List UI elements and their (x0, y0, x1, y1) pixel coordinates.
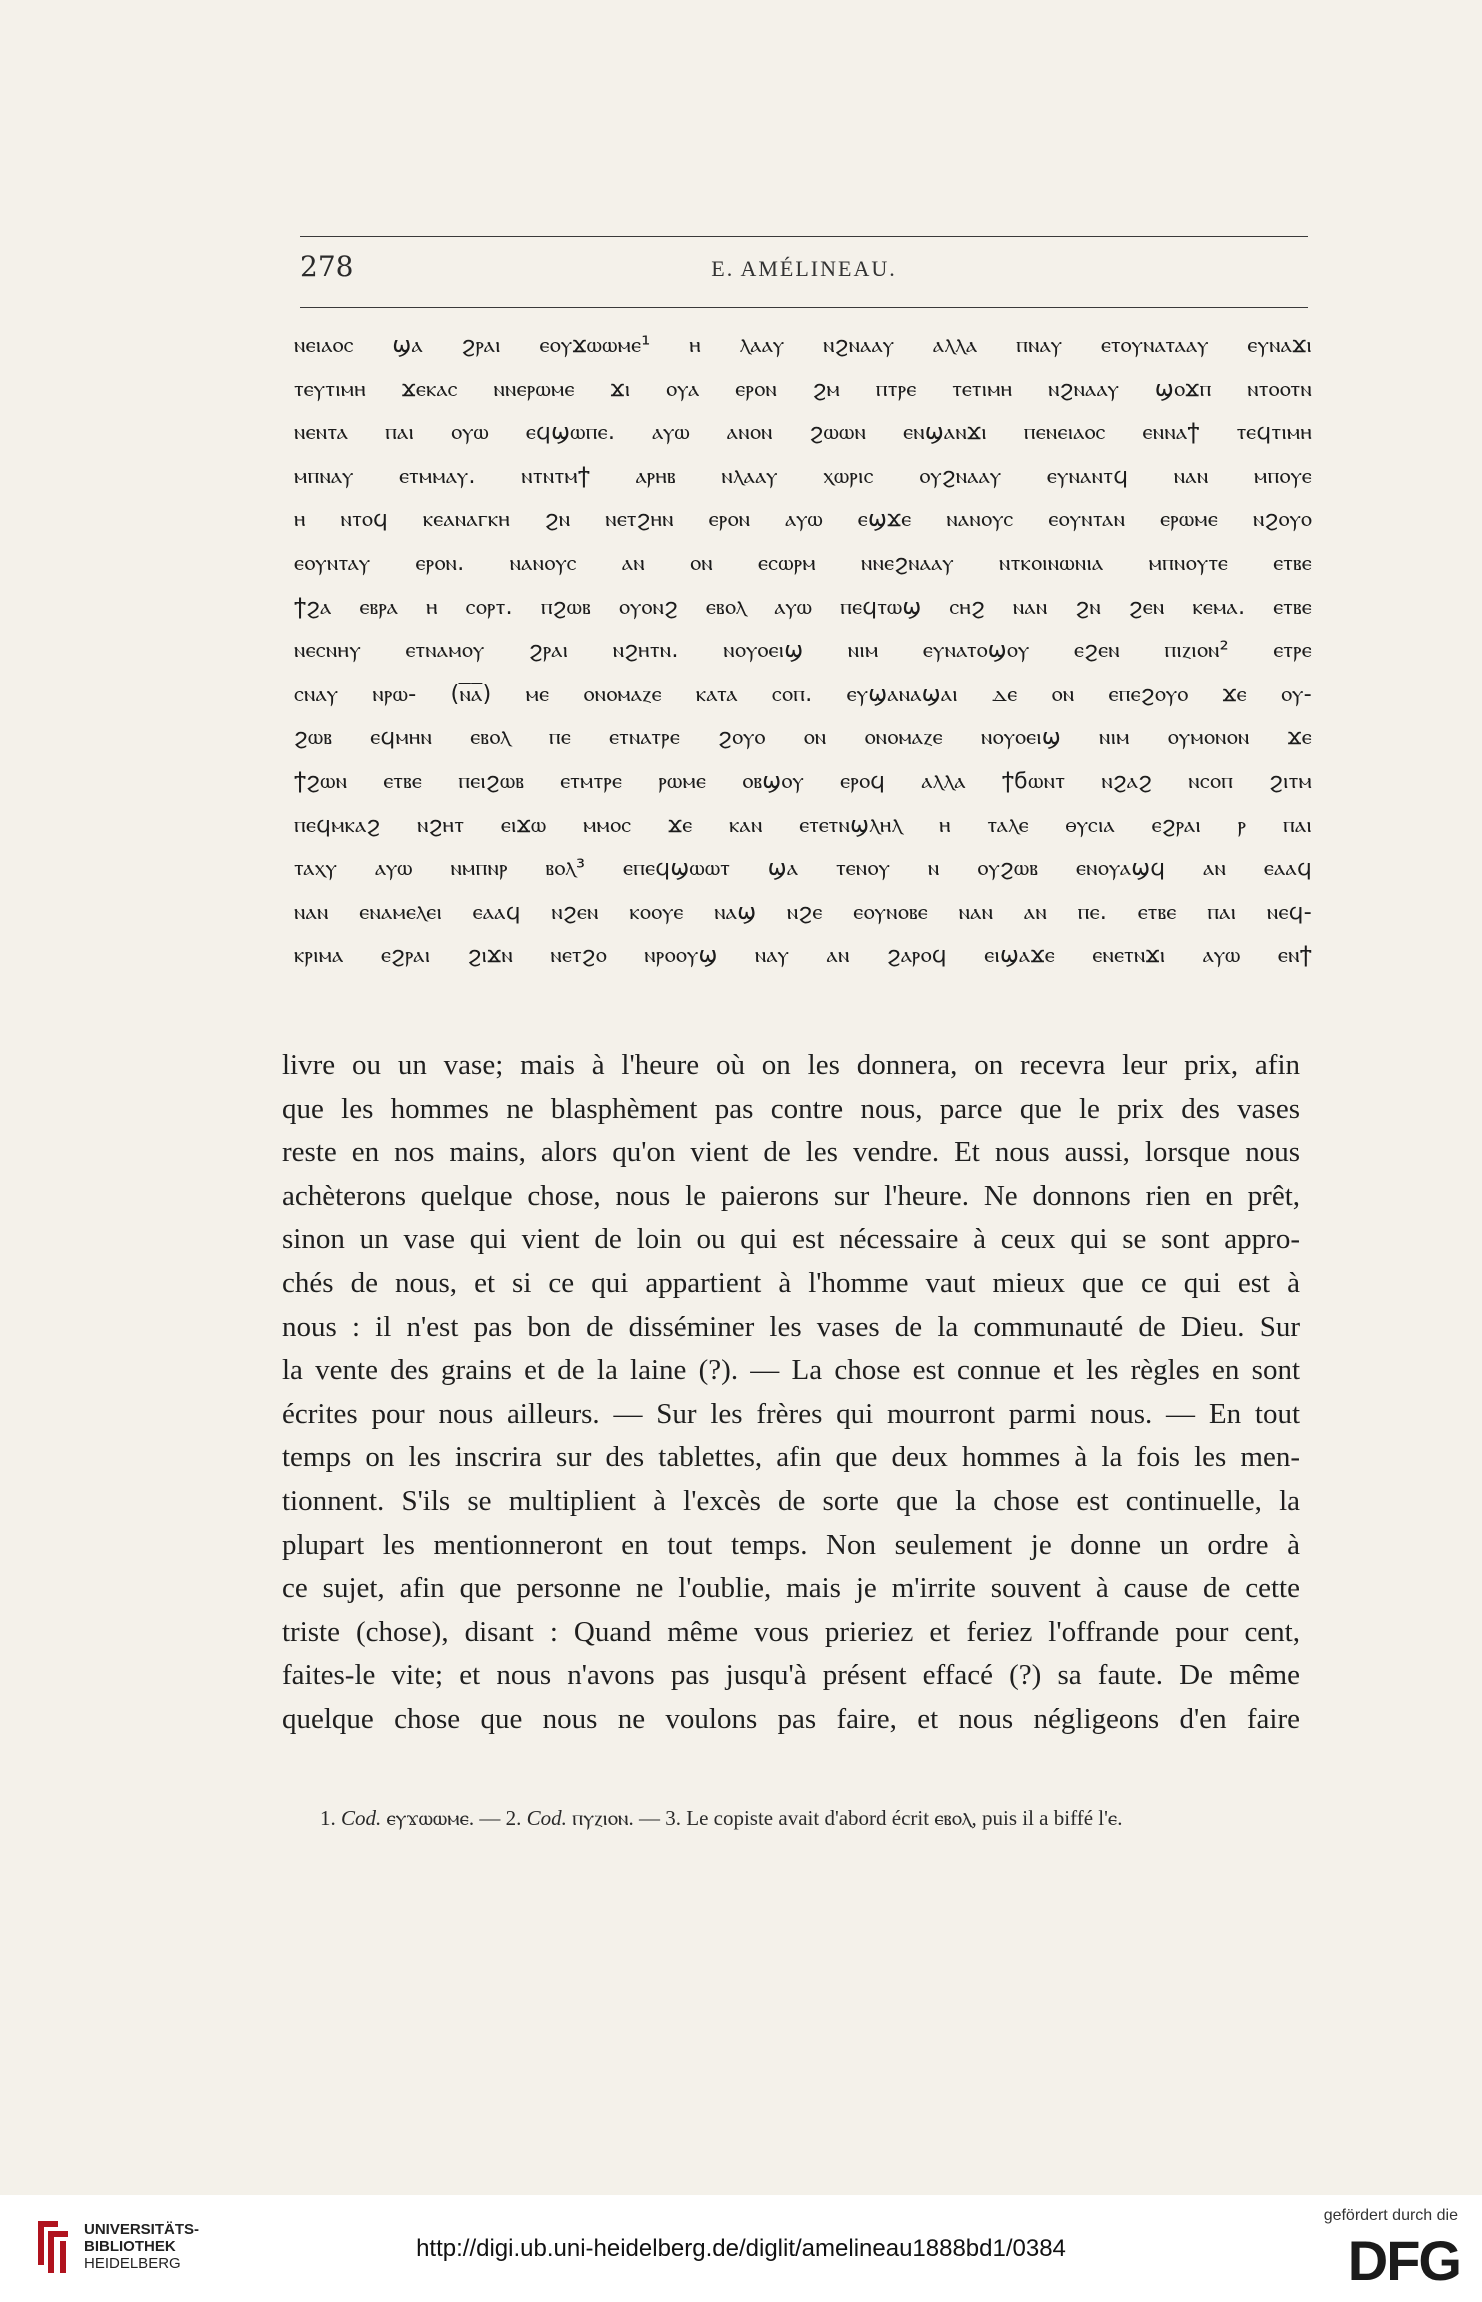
french-line: sinon un vase qui vient de loin ou qui est nécessaire à ceux qui se sont appro- (282, 1223, 1300, 1256)
footnotes (320, 1806, 1312, 1831)
footnote-1-label: Cod. (341, 1806, 382, 1830)
french-line: livre ou un vase; mais à l'heure où on les donnera, on recevra leur prix, afin (282, 1049, 1300, 1081)
coptic-line: ⲛⲉⲥⲛⲏⲩ ⲉⲧⲛⲁⲙⲟⲩ ϩⲣⲁⲓ ⲛϩⲏⲧⲛ. ⲛⲟⲩⲟⲉⲓϣ ⲛⲓⲙ ⲉⲩⲛⲁⲧⲟϣⲟⲩ ⲉϩⲉⲛ ⲡⲓⲍⲓⲟⲛ² ⲉⲧⲣⲉ (294, 637, 1312, 664)
footnote-3-end: . (1117, 1806, 1123, 1830)
french-line: achèterons quelque chose, nous le paierons sur l'heure. Ne donnons rien en prêt, (282, 1179, 1300, 1212)
footnote-3-text: 3. Le copiste avait d'abord écrit (665, 1806, 930, 1830)
funding-caption: gefördert durch die (1323, 2207, 1458, 2224)
french-line: la vente des grains et de la laine (?). — La chose est connue et les règles en sont (282, 1354, 1300, 1387)
coptic-line: ϩⲱⲃ ⲉϥⲙⲏⲛ ⲉⲃⲟⲗ ⲡⲉ ⲉⲧⲛⲁⲧⲣⲉ ϩⲟⲩⲟ ⲟⲛ ⲟⲛⲟⲙⲁⲍⲉ ⲛⲟⲩⲟⲉⲓϣ ⲛⲓⲙ ⲟⲩⲙⲟⲛⲟⲛ ϫⲉ (294, 724, 1312, 751)
footnote-2-number: 2. (505, 1806, 522, 1830)
french-line: ce sujet, afin que personne ne l'oublie, mais je m'irrite souvent à cause de cette (282, 1572, 1300, 1605)
coptic-line: ⲥⲛⲁⲩ ⲛⲣⲱ- (ⲛ̅ⲁ̅) ⲙⲉ ⲟⲛⲟⲙⲁⲍⲉ ⲕⲁⲧⲁ ⲥⲟⲡ. ⲉⲩϣⲁⲛⲁϣⲁⲓ ⲇⲉ ⲟⲛ ⲉⲡⲉϩⲟⲩⲟ ϫⲉ ⲟⲩ- (294, 680, 1312, 707)
viewer-footer (0, 2195, 1482, 2302)
french-line: nous : il n'est pas bon de disséminer les vases de la communauté de Dieu. Sur (282, 1310, 1300, 1343)
coptic-line: ⲉⲟⲩⲛⲧⲁⲩ ⲉⲣⲟⲛ. ⲛⲁⲛⲟⲩⲥ ⲁⲛ ⲟⲛ ⲉⲥⲱⲣⲙ ⲛⲛⲉϩⲛⲁⲁⲩ ⲛⲧⲕⲟⲓⲛⲱⲛⲓⲁ ⲙⲡⲛⲟⲩⲧⲉ ⲉⲧⲃⲉ (294, 549, 1312, 576)
library-name-line: HEIDELBERG (84, 2255, 181, 2272)
french-line: triste (chose), disant : Quand même vous prieriez et feriez l'offrande pour cent, (282, 1615, 1300, 1648)
french-line: plupart les mentionneront en tout temps. Non seulement je donne un ordre à (282, 1528, 1300, 1561)
running-head: E. AMÉLINEAU. (711, 256, 897, 281)
coptic-line: ϯϩⲁ ⲉⲃⲣⲁ ⲏ ⲥⲟⲣⲧ. ⲡϩⲱⲃ ⲟⲩⲟⲛϩ ⲉⲃⲟⲗ ⲁⲩⲱ ⲡⲉϥⲧⲱϣ ⲥⲏϩ ⲛⲁⲛ ϩⲛ ϩⲉⲛ ⲕⲉⲙⲁ. ⲉⲧⲃⲉ (294, 593, 1312, 620)
footnote-1-number: 1. (320, 1806, 336, 1830)
french-line: faites-le vite; et nous n'avons pas jusqu'à présent effacé (?) sa faute. De même (282, 1659, 1300, 1692)
coptic-text-block (294, 324, 1312, 978)
coptic-line: ⲙⲡⲛⲁⲩ ⲉⲧⲙⲙⲁⲩ. ⲛⲧⲛⲧⲙϯ ⲁⲣⲏⲃ ⲛⲗⲁⲁⲩ ⲭⲱⲣⲓⲥ ⲟⲩϩⲛⲁⲁⲩ ⲉⲩⲛⲁⲛⲧϥ ⲛⲁⲛ ⲙⲡⲟⲩⲉ (294, 462, 1312, 489)
page-number: 278 (300, 250, 354, 283)
french-translation-block (282, 1044, 1300, 1742)
coptic-line: ⲕⲣⲓⲙⲁ ⲉϩⲣⲁⲓ ϩⲓϫⲛ ⲛⲉⲧϩⲟ ⲛⲣⲟⲟⲩϣ ⲛⲁⲩ ⲁⲛ ϩⲁⲣⲟϥ ⲉⲓϣⲁϫⲉ ⲉⲛⲉⲧⲛϫⲓ ⲁⲩⲱ ⲉⲛϯ (294, 942, 1312, 969)
french-line: reste en nos mains, alors qu'on vient de les vendre. Et nous aussi, lorsque nous (282, 1136, 1300, 1169)
french-line: quelque chose que nous ne voulons pas faire, et nous négligeons d'en faire (282, 1702, 1300, 1735)
french-line: écrites pour nous ailleurs. — Sur les frères qui mourront parmi nous. — En tout (282, 1397, 1300, 1430)
footnote-1-text: ⲉⲩϫⲱⲱⲙⲉ. — (386, 1806, 501, 1830)
coptic-line: ⲏ ⲛⲧⲟϥ ⲕⲉⲁⲛⲁⲅⲕⲏ ϩⲛ ⲛⲉⲧϩⲏⲛ ⲉⲣⲟⲛ ⲁⲩⲱ ⲉϣϫⲉ ⲛⲁⲛⲟⲩⲥ ⲉⲟⲩⲛⲧⲁⲛ ⲉⲣⲱⲙⲉ ⲛϩⲟⲩⲟ (294, 506, 1312, 533)
french-line: temps on les inscrira sur des tablettes, afin que deux hommes à la fois les men- (282, 1441, 1300, 1474)
coptic-line: ⲛⲉⲛⲧⲁ ⲡⲁⲓ ⲟⲩⲱ ⲉϥϣⲱⲡⲉ. ⲁⲩⲱ ⲁⲛⲟⲛ ϩⲱⲱⲛ ⲉⲛϣⲁⲛϫⲓ ⲡⲉⲛⲉⲓⲁⲟⲥ ⲉⲛⲛⲁϯ ⲧⲉϥⲧⲓⲙⲏ (294, 419, 1312, 446)
coptic-line: ⲡⲉϥⲙⲕⲁϩ ⲛϩⲏⲧ ⲉⲓϫⲱ ⲙⲙⲟⲥ ϫⲉ ⲕⲁⲛ ⲉⲧⲉⲧⲛϣⲗⲏⲗ ⲏ ⲧⲁⲗⲉ ⲑⲩⲥⲓⲁ ⲉϩⲣⲁⲓ ⲣ ⲡⲁⲓ (294, 811, 1312, 838)
coptic-line: ⲧⲁⲭⲩ ⲁⲩⲱ ⲛⲙⲡⲛⲣ ⲃⲟⲗ³ ⲉⲡⲉϥϣⲱⲱⲧ ϣⲁ ⲧⲉⲛⲟⲩ ⲛ ⲟⲩϩⲱⲃ ⲉⲛⲟⲩⲁϣϥ ⲁⲛ ⲉⲁⲁϥ (294, 855, 1312, 882)
coptic-line: ϯϩⲱⲛ ⲉⲧⲃⲉ ⲡⲉⲓϩⲱⲃ ⲉⲧⲙⲧⲣⲉ ⲣⲱⲙⲉ ⲟⲃϣⲟⲩ ⲉⲣⲟϥ ⲁⲗⲗⲁ ϯϭⲱⲛⲧ ⲛϩⲁϩ ⲛⲥⲟⲡ ϩⲓⲧⲙ (294, 767, 1312, 794)
permalink-url[interactable]: http://digi.ub.uni-heidelberg.de/diglit/amelineau1888bd1/0384 (416, 2235, 1066, 2262)
french-line: que les hommes ne blasphèment pas contre nous, parce que le prix des vases (282, 1092, 1300, 1125)
footnote-3-word: ⲉⲃⲟⲗ (934, 1806, 972, 1830)
footnote-3-letter: ⲉ (1107, 1806, 1118, 1830)
dfg-logo[interactable]: DFG (1347, 2229, 1460, 2292)
coptic-line: ⲛⲉⲓⲁⲟⲥ ϣⲁ ϩⲣⲁⲓ ⲉⲟⲩϫⲱⲱⲙⲉ¹ ⲏ ⲗⲁⲁⲩ ⲛϩⲛⲁⲁⲩ ⲁⲗⲗⲁ ⲡⲛⲁⲩ ⲉⲧⲟⲩⲛⲁⲧⲁⲁⲩ ⲉⲩⲛⲁϫⲓ (294, 332, 1312, 358)
french-line: chés de nous, et si ce qui appartient à l'homme vaut mieux que ce qui est à (282, 1266, 1300, 1299)
footnote-3-tail: , puis il a biffé l' (971, 1806, 1108, 1830)
footnote-2-text: ⲡⲩⲍⲓⲟⲛ. — (572, 1806, 660, 1830)
top-rule (300, 236, 1308, 237)
french-line: tionnent. S'ils se multiplient à l'excès de sorte que la chose est continuelle, la (282, 1484, 1300, 1517)
library-name-line: BIBLIOTHEK (84, 2238, 176, 2255)
header-rule (300, 307, 1308, 308)
coptic-line: ⲛⲁⲛ ⲉⲛⲁⲙⲉⲗⲉⲓ ⲉⲁⲁϥ ⲛϩⲉⲛ ⲕⲟⲟⲩⲉ ⲛⲁϣ ⲛϩⲉ ⲉⲟⲩⲛⲟⲃⲉ ⲛⲁⲛ ⲁⲛ ⲡⲉ. ⲉⲧⲃⲉ ⲡⲁⲓ ⲛⲉϥ- (294, 898, 1312, 925)
footnote-2-label: Cod. (526, 1806, 567, 1830)
coptic-line: ⲧⲉⲩⲧⲓⲙⲏ ϫⲉⲕⲁⲥ ⲛⲛⲉⲣⲱⲙⲉ ϫⲓ ⲟⲩⲁ ⲉⲣⲟⲛ ϩⲙ ⲡⲧⲣⲉ ⲧⲉⲧⲓⲙⲏ ⲛϩⲛⲁⲁⲩ ϣⲟϫⲡ ⲛⲧⲟⲟⲧⲛ (294, 375, 1312, 402)
library-name-line: UNIVERSITÄTS- (84, 2221, 200, 2238)
